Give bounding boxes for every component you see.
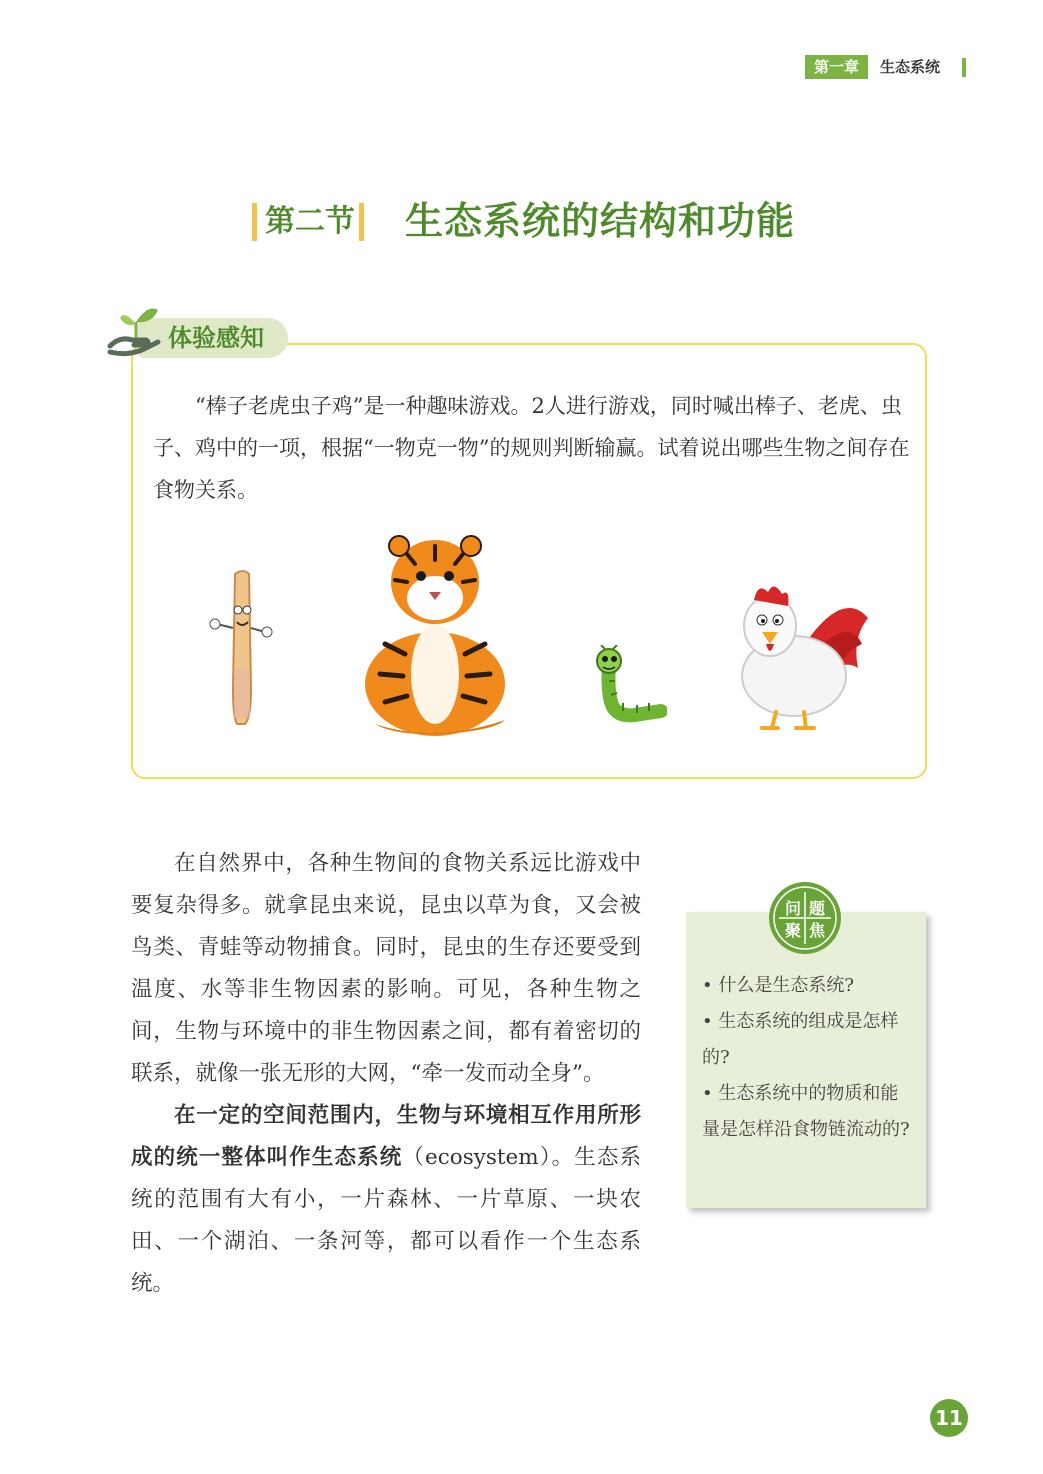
question-focus-badge-icon <box>767 880 843 956</box>
experience-label: 体验感知 <box>168 324 264 352</box>
question-list <box>702 968 916 1148</box>
caterpillar-illustration <box>595 645 667 723</box>
tiger-illustration <box>355 524 515 740</box>
section-bar-right <box>359 203 364 241</box>
chapter-tag: 第一章 <box>805 55 868 79</box>
paragraph-2-rest: （ecosystem）。生态系统的范围有大有小，一片森林、一片草原、一块农田、一个湖泊、一条河等，都可以看作一个生态系统。 <box>131 1145 641 1296</box>
badge-char-4: 焦 <box>808 921 826 940</box>
paragraph-1: 在自然界中，各种生物间的食物关系远比游戏中要复杂得多。就拿昆虫来说，昆虫以草为食，又会被鸟类、青蛙等动物捕食。同时，昆虫的生存还要受到温度、水等非生物因素的影响。可见，各种生物之间，生物与环境中的非生物因素之间，都有着密切的联系，就像一张无形的大网，“牵一发而动全身”。 <box>131 851 641 1086</box>
definition-bold: 在一定的空间范围内，生物与环境相互作用所形成的统一整体叫作生态系统 <box>131 1103 641 1170</box>
paragraph-2 <box>131 1095 641 1305</box>
badge-char-2: 题 <box>808 899 826 918</box>
rooster-illustration <box>732 578 872 730</box>
question-item: • 生态系统的组成是怎样的? <box>702 1011 899 1068</box>
page-number: 11 <box>930 1399 968 1437</box>
section-bar-left <box>252 203 257 241</box>
badge-char-3: 聚 <box>784 921 802 940</box>
chapter-title: 生态系统 <box>880 58 941 76</box>
section-label: 第二节 <box>265 204 355 239</box>
section-title: 生态系统的结构和功能 <box>405 199 796 243</box>
experience-paragraph: “棒子老虎虫子鸡”是一种趣味游戏。2人进行游戏，同时喊出棒子、老虎、虫子、鸡中的一项，根据“一物克一物”的规则判断输赢。试着说出哪些生物之间存在食物关系。 <box>153 394 910 502</box>
badge-char-1: 问 <box>784 899 802 918</box>
question-item: • 什么是生态系统? <box>702 975 854 996</box>
experience-text <box>153 385 913 511</box>
header-divider <box>962 58 966 77</box>
bat-illustration <box>205 568 277 730</box>
question-item: • 生态系统中的物质和能量是怎样沿食物链流动的? <box>702 1083 910 1140</box>
main-text <box>131 843 641 1305</box>
sprout-hand-icon <box>106 302 166 358</box>
